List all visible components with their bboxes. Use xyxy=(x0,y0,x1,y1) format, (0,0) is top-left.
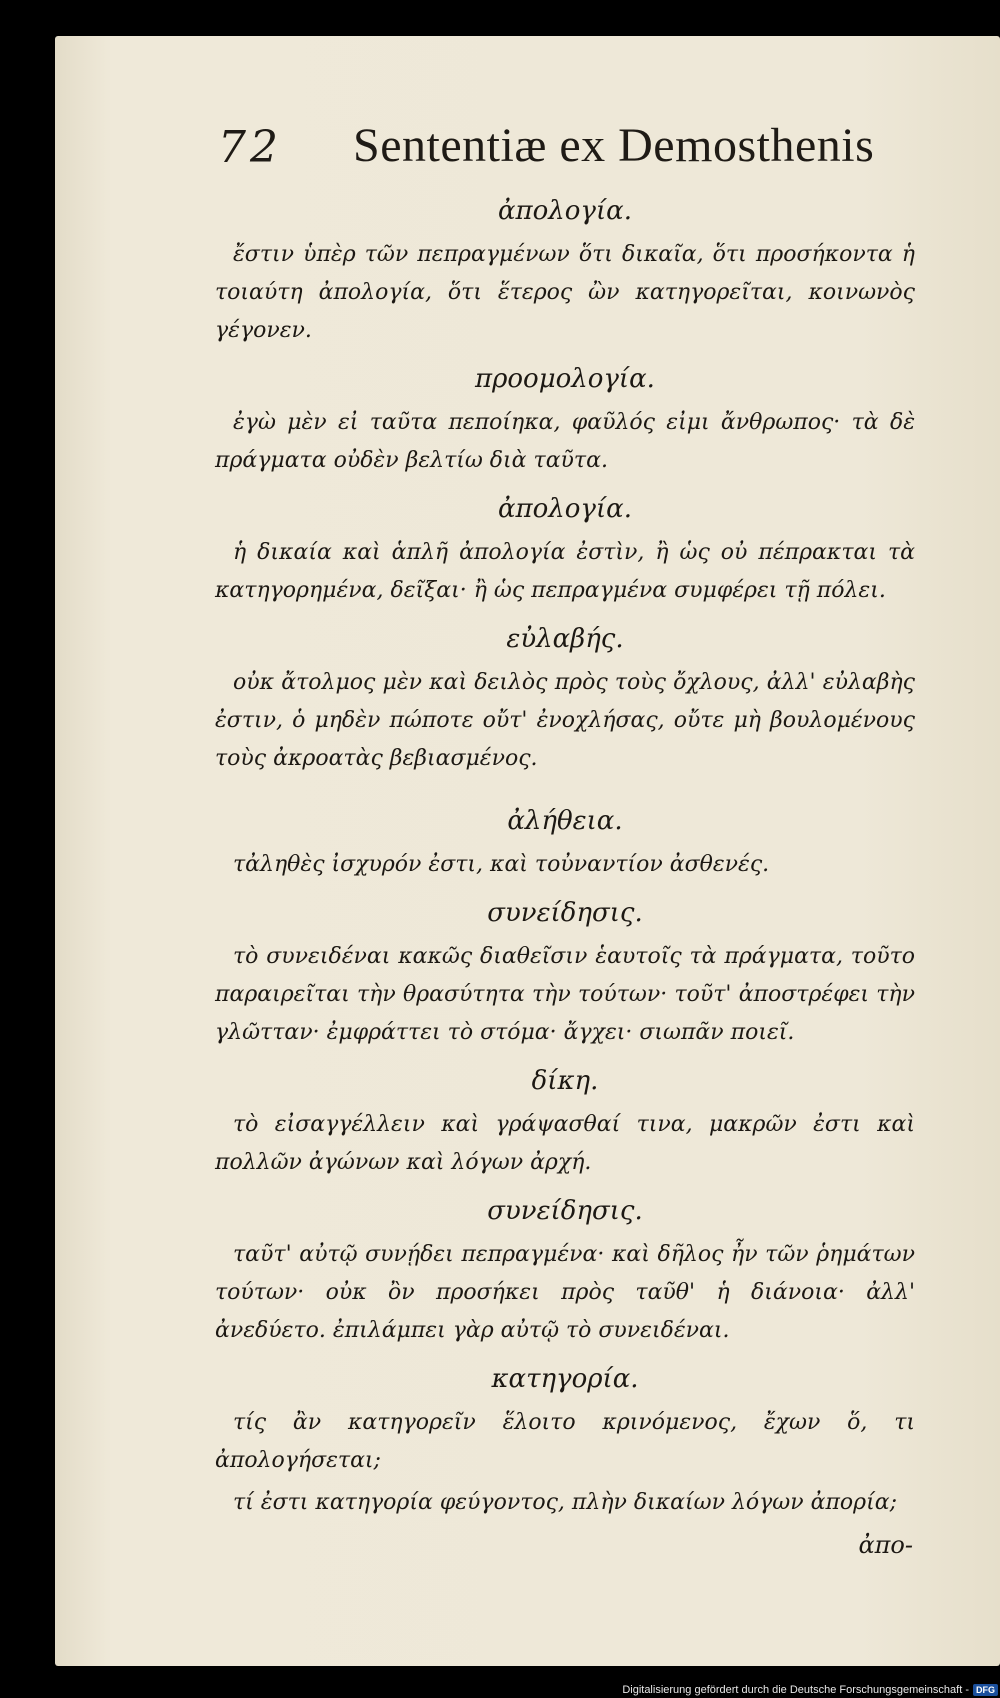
section xyxy=(215,484,915,610)
paragraph: τί ἐστι κατηγορία φεύγοντος, πλὴν δικαίων λόγων ἀπορία; xyxy=(233,1490,897,1515)
page-number: 72 xyxy=(218,122,282,173)
section-heading: προομολογία. xyxy=(475,364,655,394)
section xyxy=(215,186,915,350)
paragraph: ἔστιν ὑπὲρ τῶν πεπραγμένων ὅτι δικαῖα, ὅτι προσήκοντα ἡ τοιαύτη ἀπολογία, ὅτι ἕτερος ὢν κατηγορεῖται, κοινωνὸς γέγονεν. xyxy=(215,242,915,343)
section xyxy=(215,614,915,778)
paragraph: τὸ εἰσαγγέλλειν καὶ γράψασθαί τινα, μακρῶν ἐστι καὶ πολλῶν ἀγώνων καὶ λόγων ἀρχή. xyxy=(215,1112,915,1175)
section-heading: ἀλήθεια. xyxy=(507,806,623,836)
paragraph: τίς ἂν κατηγορεῖν ἕλοιτο κρινόμενος, ἔχων ὅ, τι ἀπολογήσεται; xyxy=(215,1410,915,1473)
section-heading: συνείδησις. xyxy=(487,1196,643,1226)
dfg-logo-icon: DFG xyxy=(973,1684,998,1696)
section xyxy=(215,354,915,480)
section xyxy=(215,888,915,1052)
page-title: Sententiæ ex Demosthenis xyxy=(353,119,875,172)
section-heading: ἀπολογία. xyxy=(498,196,632,226)
running-head xyxy=(218,118,875,178)
section-heading: ἀπολογία. xyxy=(498,494,632,524)
section xyxy=(215,1186,915,1350)
section-heading: δίκη. xyxy=(531,1066,599,1096)
section-heading: εὐλαβής. xyxy=(506,624,624,654)
section xyxy=(215,796,915,884)
spacer xyxy=(215,782,915,796)
digitization-credit xyxy=(622,1684,998,1696)
section-heading: κατηγορία. xyxy=(491,1364,639,1394)
footer-credit-text: Digitalisierung gefördert durch die Deutsche Forschungsgemeinschaft - xyxy=(622,1684,969,1696)
paragraph: ταῦτ' αὐτῷ συνῄδει πεπραγμένα· καὶ δῆλος ἦν τῶν ῥημάτων τούτων· οὐκ ὂν προσήκει πρὸς ταῦθ' ἡ διάνοια· ἀλλ' ἀνεδύετο. ἐπιλάμπει γὰρ αὐτῷ τὸ συνειδέναι. xyxy=(215,1242,915,1343)
section xyxy=(215,1354,915,1522)
paragraph: ἐγὼ μὲν εἰ ταῦτα πεποίηκα, φαῦλός εἰμι ἄνθρωπος· τὰ δὲ πράγματα οὐδὲν βελτίω διὰ ταῦτα. xyxy=(215,410,915,473)
paragraph: ἡ δικαία καὶ ἁπλῆ ἀπολογία ἐστὶν, ἢ ὡς οὐ πέπρακται τὰ κατηγορημένα, δεῖξαι· ἢ ὡς πεπραγμένα συμφέρει τῇ πόλει. xyxy=(215,540,915,603)
paragraph: οὐκ ἄτολμος μὲν καὶ δειλὸς πρὸς τοὺς ὄχλους, ἀλλ' εὐλαβὴς ἐστιν, ὁ μηδὲν πώποτε οὔτ' ἐνοχλήσας, οὔτε μὴ βουλομένους τοὺς ἀκροατὰς βεβιασμένος. xyxy=(215,670,915,771)
section xyxy=(215,1056,915,1182)
catchword: ἀπο- xyxy=(858,1531,913,1559)
paragraph: τὸ συνειδέναι κακῶς διαθεῖσιν ἑαυτοῖς τὰ πράγματα, τοῦτο παραιρεῖται τὴν θρασύτητα τὴν τούτων· τοῦτ' ἀποστρέφει τὴν γλῶτταν· ἐμφράττει τὸ στόμα· ἄγχει· σιωπᾶν ποιεῖ. xyxy=(215,944,915,1045)
section-heading: συνείδησις. xyxy=(487,898,643,928)
text-body xyxy=(215,186,915,1564)
paragraph: τἀληθὲς ἰσχυρόν ἐστι, καὶ τοὐναντίον ἀσθενές. xyxy=(233,852,770,877)
